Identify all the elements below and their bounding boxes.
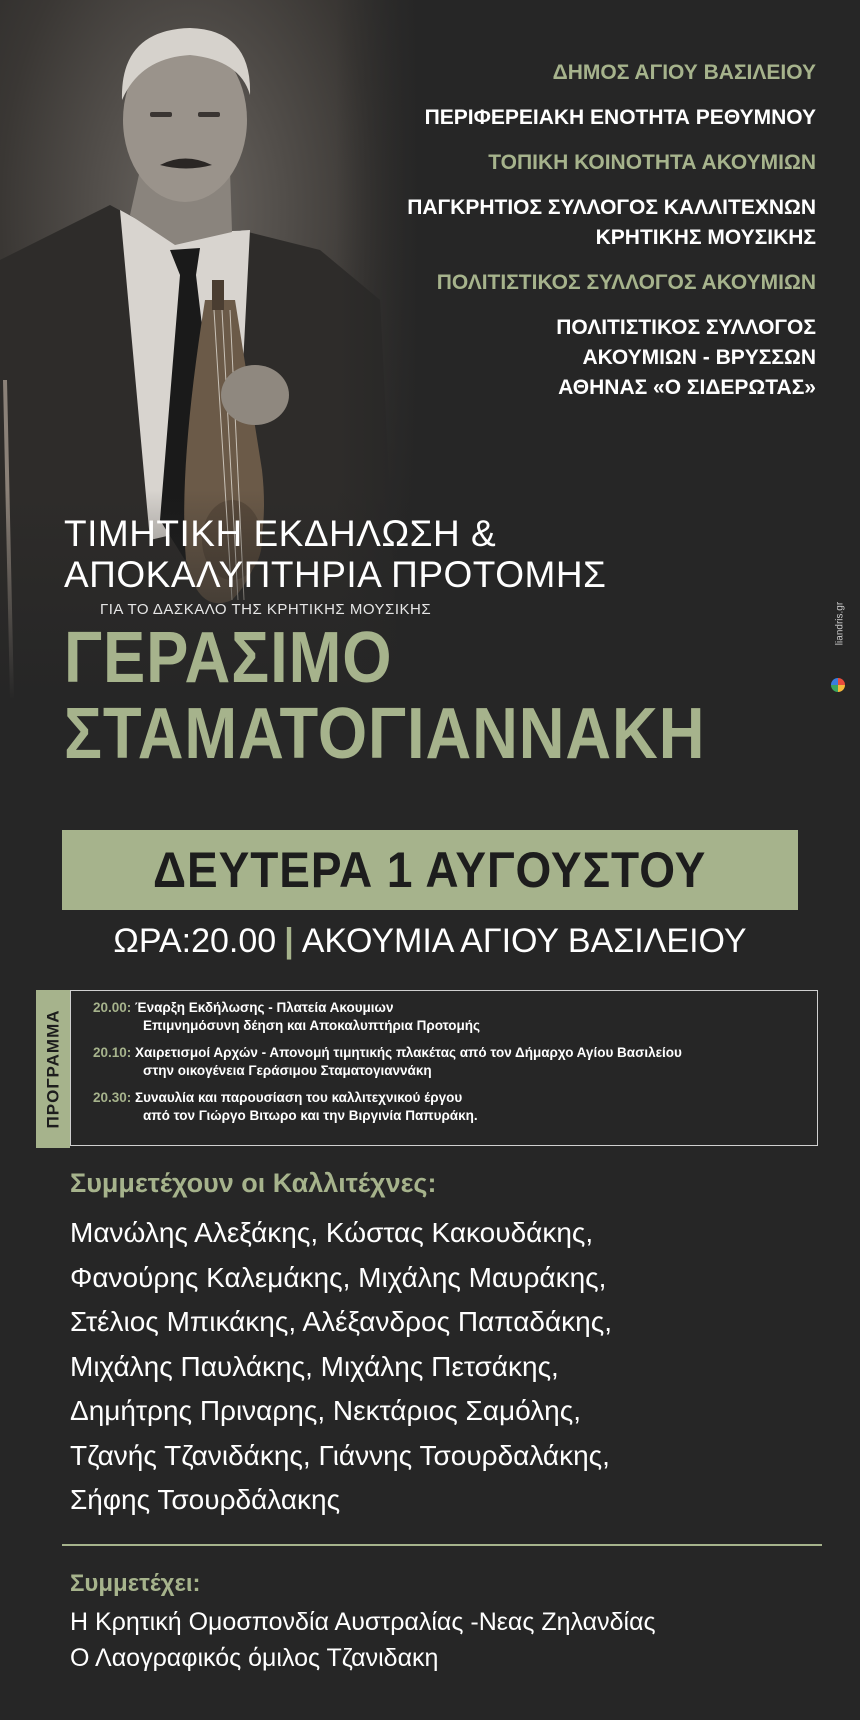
participant-line: Η Κρητική Ομοσπονδία Αυστραλίας -Νεας Ζηλανδίας	[70, 1608, 656, 1636]
organizers-list	[316, 58, 816, 418]
organizer-3: ΠΑΓΚΡΗΤΙΟΣ ΣΥΛΛΟΓΟΣ ΚΑΛΛΙΤΕΧΝΩΝ ΚΡΗΤΙΚΗΣ ΜΟΥΣΙΚΗΣ	[407, 196, 816, 249]
program-item-text: Χαιρετισμοί Αρχών - Απονομή τιμητικής πλακέτας από τον Δήμαρχο Αγίου Βασιλείου	[135, 1045, 682, 1060]
section-divider	[62, 1544, 822, 1546]
program-item-text-2: Επιμνημόσυνη δέηση και Αποκαλυπτήρια Προτομής	[143, 1018, 480, 1033]
program-item-text: Συναυλία και παρουσίαση του καλλιτεχνικού έργου	[135, 1090, 463, 1105]
artists-heading: Συμμετέχουν οι Καλλιτέχνες:	[70, 1168, 437, 1198]
event-subtitle: ΓΙΑ ΤΟ ΔΑΣΚΑΛΟ ΤΗΣ ΚΡΗΤΙΚΗΣ ΜΟΥΣΙΚΗΣ	[100, 601, 432, 618]
artist-line: Στέλιος Μπικάκης, Αλέξανδρος Παπαδάκης,	[70, 1306, 612, 1337]
credit-logo-icon	[831, 678, 845, 692]
credit-text: liandris.gr	[834, 601, 846, 646]
program-item-time: 20.00:	[93, 1000, 132, 1015]
artists-section	[70, 1168, 830, 1523]
program-label-text: ΠΡΟΓΡΑΜΜΑ	[43, 1009, 63, 1129]
program-item-time: 20.30:	[93, 1090, 132, 1105]
program-box	[70, 990, 818, 1146]
honoree-last-name: ΣΤΑΜΑΤΟΓΙΑΝΝΑΚΗ	[64, 694, 706, 774]
artist-line: Φανούρης Καλεμάκης, Μιχάλης Μαυράκης,	[70, 1261, 607, 1293]
program-item	[93, 1044, 805, 1080]
honoree-first-name: ΓΕΡΑΣΙΜΟ	[64, 618, 393, 698]
participants-heading: Συμμετέχει:	[70, 1570, 201, 1597]
event-date: ΔΕΥΤΕΡΑ 1 ΑΥΓΟΥΣΤΟΥ	[153, 842, 707, 898]
program-item-text-2: από τον Γιώργο Βιτωρο και την Βιργινία Παπυράκη.	[143, 1108, 478, 1123]
artist-line: Μιχάλης Παυλάκης, Μιχάλης Πετσάκης,	[70, 1350, 559, 1382]
program-item-text: Έναρξη Εκδήλωσης - Πλατεία Ακουμιων	[135, 1000, 394, 1015]
artist-line: Μανώλης Αλεξάκης, Κώστας Κακουδάκης,	[70, 1217, 594, 1248]
organizer-2: ΤΟΠΙΚΗ ΚΟΙΝΟΤΗΤΑ ΑΚΟΥΜΙΩΝ	[488, 151, 816, 174]
program-item	[93, 999, 805, 1035]
organizer-0: ΔΗΜΟΣ ΑΓΙΟΥ ΒΑΣΙΛΕΙΟΥ	[552, 61, 816, 84]
program-label	[36, 990, 70, 1148]
organizer-4: ΠΟΛΙΤΙΣΤΙΚΟΣ ΣΥΛΛΟΓΟΣ ΑΚΟΥΜΙΩΝ	[436, 271, 816, 294]
designer-credit	[824, 560, 854, 700]
program-item	[93, 1089, 805, 1125]
time-place-separator: |	[284, 922, 294, 960]
event-title-block	[64, 513, 824, 772]
program-item-text-2: στην οικογένεια Γεράσιμου Σταματογιαννάκη	[143, 1063, 432, 1078]
organizer-1: ΠΕΡΙΦΕΡΕΙΑΚΗ ΕΝΟΤΗΤΑ ΡΕΘΥΜΝΟΥ	[424, 106, 816, 129]
artist-line: Τζανής Τζανιδάκης, Γιάννης Τσουρδαλάκης,	[70, 1439, 610, 1471]
event-title-line-2: ΑΠΟΚΑΛΥΠΤΗΡΙΑ ΠΡΟΤΟΜΗΣ	[64, 554, 607, 595]
organizer-5: ΠΟΛΙΤΙΣΤΙΚΟΣ ΣΥΛΛΟΓΟΣ ΑΚΟΥΜΙΩΝ - ΒΡΥΣΣΩΝ ΑΘΗΝΑΣ «Ο ΣΙΔΕΡΩΤΑΣ»	[556, 316, 816, 399]
date-banner	[62, 830, 798, 910]
participant-line: Ο Λαογραφικός όμιλος Τζανιδακη	[70, 1644, 439, 1672]
participants-section	[70, 1570, 830, 1676]
artist-line: Σήφης Τσουρδάλακης	[70, 1484, 341, 1515]
artist-line: Δημήτρης Πριναρης, Νεκτάριος Σαμόλης,	[70, 1395, 581, 1426]
event-place: ΑΚΟΥΜΙΑ ΑΓΙΟΥ ΒΑΣΙΛΕΙΟΥ	[301, 922, 747, 960]
program-item-time: 20.10:	[93, 1045, 132, 1060]
event-time: ΩΡΑ:20.00	[113, 922, 277, 960]
time-place-line	[62, 922, 798, 961]
event-title-line-1: ΤΙΜΗΤΙΚΗ ΕΚΔΗΛΩΣΗ &	[64, 513, 497, 554]
